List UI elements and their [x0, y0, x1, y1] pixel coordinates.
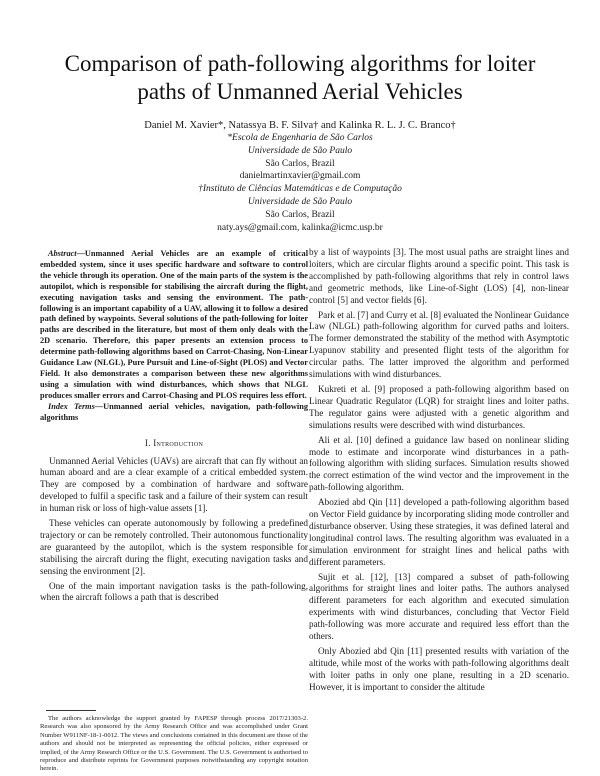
section-heading-introduction: I. Introduction: [144, 437, 204, 448]
index-terms-text: Unmanned aerial vehicles, navigation, path-following algorithms: [40, 401, 308, 422]
funding-footnote: The authors acknowledge the support granted by FAPESP through process 2017/21303-2. Research was also sponsored by the Army Research Office and was accomplished under Grant Number W911NF-18-1-0012. The views and conclusions contained in this document are those of the authors and should not be interpreted as representing the official policies, either expressed or implied, of the Army Research Office or the U.S. Government. The U.S. Government is authorised to reproduce and distribute reprints for Government purposes notwithstanding any copyright notation herein.: [40, 715, 308, 773]
affiliations: [40, 132, 560, 234]
abstract: [40, 249, 308, 402]
body-paragraph: Kukreti et al. [9] proposed a path-following algorithm based on Linear Quadratic Regulator (LQR) for straight lines and loiter paths. The regulator gains were adjusted with a genetic algorithm and simulations results were described with wind disturbances.: [309, 383, 569, 430]
affiliation-line: Universidade de São Paulo: [247, 196, 353, 207]
affiliation-line: †Instituto de Ciências Matemáticas e de Computação: [198, 184, 402, 195]
affiliation-line: danielmartinxavier@gmail.com: [239, 171, 361, 182]
affiliation-line: São Carlos, Brazil: [265, 158, 335, 169]
intro-paragraph: Unmanned Aerial Vehicles (UAVs) are aircraft that can fly without an human aboard and are a clear example of a critical embedded system. They are composed by a combination of hardware and software developed to fulfil a specific task and a failure of their system can result in human risk or loss of high-value assets [1].: [40, 455, 308, 514]
affiliation-line: Universidade de São Paulo: [247, 145, 353, 156]
paper-title: Comparison of path-following algorithms for loiter paths of Unmanned Aerial Vehicles: [64, 51, 536, 104]
left-column: [40, 249, 308, 607]
body-paragraph: Only Abozied abd Qin [11] presented results with variation of the altitude, while most of the works with path-following algorithms dealt with loiter paths in only one plane, resulting in a 2D scenario. However, it is important to consider the altitude: [309, 646, 569, 692]
intro-paragraph: These vehicles can operate autonomously by following a predefined trajectory or can be remotely controlled. Their autonomous functionality are guaranteed by the autopilot, which is the system responsible for stabilising the aircraft during the flight, executing navigation tasks and sensing the environment [2].: [40, 518, 308, 576]
body-paragraph: Ali et al. [10] defined a guidance law based on nonlinear sliding mode to estimate and incorporate wind disturbances in a path-following algorithm with sliding surfaces. Simulation results showed the correct estimation of the wind vector and the improvement in the path-following algorithm.: [309, 434, 569, 493]
body-paragraph: Abozied abd Qin [11] developed a path-following algorithm based on Vector Field guidance by incorporating sliding mode controller and disturbance observer. Using these strategies, it was defined lateral and longitudinal control laws. The resulting algorithm was evaluated in a simulation environment for straight lines and helical paths with different parameters.: [309, 497, 569, 567]
affiliation-line: São Carlos, Brazil: [265, 209, 335, 220]
body-paragraph: Park et al. [7] and Curry et al. [8] evaluated the Nonlinear Guidance Law (NLGL) path-following algorithm for curved paths and loiters. The former demonstrated the stability of the method with Asymptotic Lyapunov stability and presented flight tests of the algorithm for circular paths. The latter improved the algorithm and performed simulations with wind disturbances.: [309, 309, 569, 380]
abstract-text: Unmanned Aerial Vehicles are an example of critical embedded system, since it uses specific hardware and software to control the vehicle through its operation. One of the main parts of the system is the autopilot, which is responsible for stabilising the aircraft during the flight, executing navigation tasks and sensing the environment. The path-following is an important capability of a UAV, allowing it to follow a desired path defined by waypoints. Several solutions of the path-following for loiter paths are described in the literature, but most of them only deals with the 2D scenario. Therefore, this paper presents an extension process to determine path-following algorithms based on Carrot-Chasing, Non-Linear Guidance Law (NLGL), Pure Pursuit and Line-of-Sight (PLOS) and Vector Field. It also demonstrates a comparison between these new algorithms using a simulation with wind disturbances, which shows that NLGL produces smaller errors and Carrot-Chasing and PLOS requires less effort.: [40, 249, 308, 400]
index-terms-lead: Index Terms—: [48, 401, 104, 411]
affiliation-line: *Escola de Engenharia de São Carlos: [227, 133, 373, 143]
intro-paragraph: One of the main important navigation tasks is the path-following, when the aircraft follows a path that is described: [40, 580, 308, 603]
abstract-lead: Abstract—: [48, 249, 85, 258]
index-terms: [40, 402, 308, 424]
affiliation-line: naty.ays@gmail.com, kalinka@icmc.usp.br: [217, 222, 383, 233]
body-paragraph: by a list of waypoints [3]. The most usual paths are straight lines and loiters, which are circular flights around a specific point. This task is accomplished by path-following algorithms that rely in control laws and geometric methods, like Line-of-Sight (LOS) [4], non-linear control [5] and vector fields [6].: [309, 247, 569, 305]
body-paragraph: Sujit et al. [12], [13] compared a subset of path-following algorithms for straight lines and loiter paths. The authors analysed different parameters for each algorithm and executed simulation experiments with wind disturbances, concluding that Vector Field path-following was more accurate and required less effort than the others.: [309, 571, 569, 642]
right-column: [309, 247, 569, 697]
author-list: Daniel M. Xavier*, Natassya B. F. Silva† and Kalinka R. L. J. C. Branco†: [144, 120, 456, 131]
footnote-rule: [46, 710, 96, 711]
